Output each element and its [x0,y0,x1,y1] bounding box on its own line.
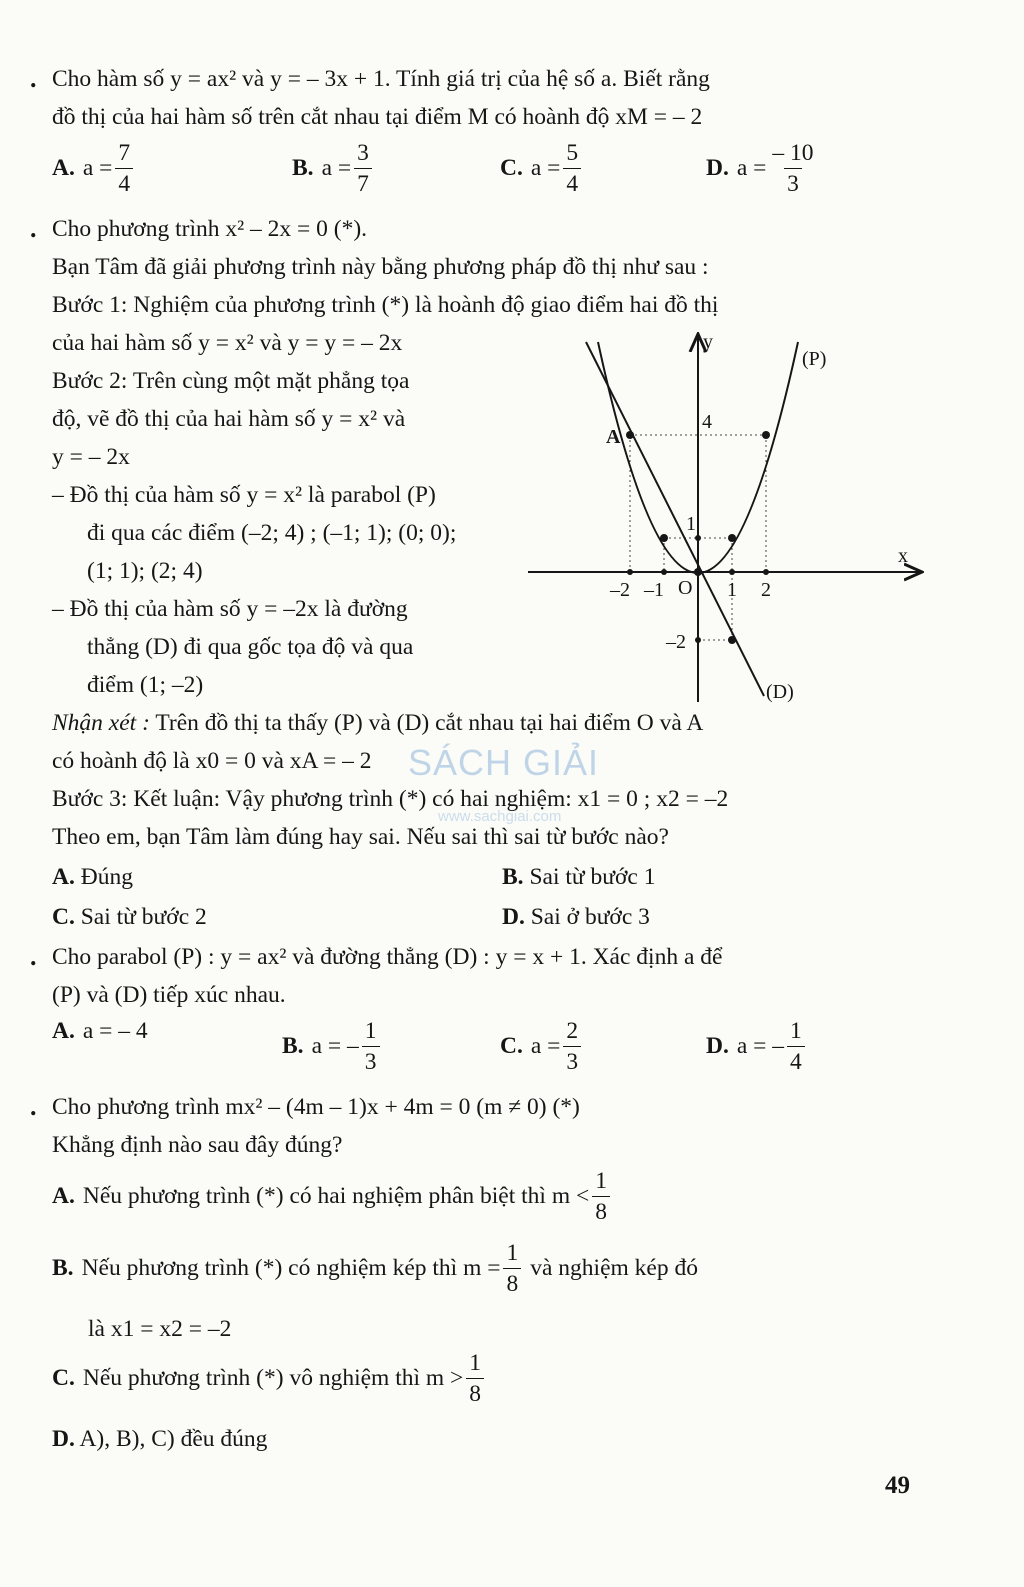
fraction: $\frac{1}{3}$ [362,1018,380,1075]
q1-option-c[interactable]: C. a = $\frac{5}{4}$ [500,140,584,197]
q1-line2: đồ thị của hai hàm số trên cắt nhau tại điểm M có hoành độ xM = – 2 [52,104,703,130]
y-tick-label: –2 [666,631,686,653]
q2-remark: Nhận xét : Trên đồ thị ta thấy (P) và (D) cắt nhau tại hai điểm O và A [52,710,704,736]
fraction: $\frac{3}{7}$ [354,140,372,197]
q1-option-d[interactable]: D. a = $\frac{- 10}{3}$ [706,140,820,197]
x-tick-label: 2 [761,579,771,601]
q2-bullet2a: – Đồ thị của hàm số y = –2x là đường [52,596,408,622]
q4-option-c[interactable]: C. Nếu phương trình (*) vô nghiệm thì m > $\frac{1}{8}$ [52,1350,487,1407]
question-marker: . [30,64,37,93]
q2-bullet1a: – Đồ thị của hàm số y = x² là parabol (P) [52,482,436,508]
origin-label: O [678,577,693,599]
fraction: $\frac{1}{8}$ [466,1350,484,1407]
fraction: $\frac{5}{4}$ [563,140,581,197]
q2-line6: độ, vẽ đồ thị của hai hàm số y = x² và [52,406,406,432]
q3-option-c[interactable]: C. a = $\frac{2}{3}$ [500,1018,584,1075]
q2-option-a[interactable]: A. Đúng [52,864,133,890]
q2-bullet2b: thẳng (D) đi qua gốc tọa độ và qua [87,634,414,660]
q3-option-a[interactable]: A. a = – 4 [52,1018,148,1044]
q4-option-d[interactable]: D. A), B), C) đều đúng [52,1426,268,1452]
y-axis-label: y [703,331,713,353]
q2-remark2: có hoành độ là x0 = 0 và xA = – 2 [52,748,372,774]
q2-option-c[interactable]: C. Sai từ bước 2 [52,904,207,930]
q2-line1: Cho phương trình x² – 2x = 0 (*). [52,216,368,242]
graph-parabola-line [520,330,930,710]
watermark-url: www.sachgiai.com [438,808,562,825]
x-tick-label: 1 [727,579,737,601]
q2-line4: của hai hàm số y = x² và y = y = – 2x [52,330,403,356]
page-number: 49 [885,1472,910,1499]
q2-line7: y = – 2x [52,444,130,470]
q4-line1: Cho phương trình mx² – (4m – 1)x + 4m = 0 (m ≠ 0) (*) [52,1094,580,1120]
q2-bullet2c: điểm (1; –2) [87,672,204,698]
q2-option-b[interactable]: B. Sai từ bước 1 [502,864,656,890]
q2-option-d[interactable]: D. Sai ở bước 3 [502,904,650,930]
watermark-logo: SÁCH GIẢI [408,742,600,783]
point-a-label: A [606,426,621,448]
q4-option-b-continued: là x1 = x2 = –2 [88,1316,232,1342]
fraction: $\frac{1}{8}$ [592,1168,610,1225]
d-label: (D) [766,681,794,703]
question-marker: . [30,942,37,971]
y-tick-label: 1 [686,513,696,535]
q4-line2: Khẳng định nào sau đây đúng? [52,1132,343,1158]
y-tick-label: 4 [702,411,712,433]
fraction: $\frac{1}{4}$ [787,1018,805,1075]
q2-step3: Bước 3: Kết luận: Vậy phương trình (*) có hai nghiệm: x1 = 0 ; x2 = –2 [52,786,729,812]
q4-option-b[interactable]: B. Nếu phương trình (*) có nghiệm kép thì m = $\frac{1}{8}$ và nghiệm kép đó [52,1240,698,1297]
q2-line2: Bạn Tâm đã giải phương trình này bằng phương pháp đồ thị như sau : [52,254,709,280]
watermark [408,732,618,828]
q3-line2: (P) và (D) tiếp xúc nhau. [52,982,286,1008]
q1-line1: Cho hàm số y = ax² và y = – 3x + 1. Tính giá trị của hệ số a. Biết rằng [52,66,710,92]
q2-line5: Bước 2: Trên cùng một mặt phẳng tọa [52,368,410,394]
q3-line1: Cho parabol (P) : y = ax² và đường thẳng (D) : y = x + 1. Xác định a để [52,944,723,970]
fraction: $\frac{- 10}{3}$ [772,140,814,197]
question-marker: . [30,1092,37,1121]
q4-option-a[interactable]: A. Nếu phương trình (*) có hai nghiệm phân biệt thì m < $\frac{1}{8}$ [52,1168,613,1225]
fraction: $\frac{7}{4}$ [115,140,133,197]
q2-line3: Bước 1: Nghiệm của phương trình (*) là hoành độ giao điểm hai đồ thị [52,292,719,318]
fraction: $\frac{1}{8}$ [503,1240,521,1297]
q2-bullet1c: (1; 1); (2; 4) [87,558,203,584]
fraction: $\frac{2}{3}$ [563,1018,581,1075]
q3-option-d[interactable]: D. a = – $\frac{1}{4}$ [706,1018,808,1075]
q2-bullet1b: đi qua các điểm (–2; 4) ; (–1; 1); (0; 0); [87,520,457,546]
q3-option-b[interactable]: B. a = – $\frac{1}{3}$ [282,1018,383,1075]
q2-question: Theo em, bạn Tâm làm đúng hay sai. Nếu sai thì sai từ bước nào? [52,824,669,850]
q1-option-a[interactable]: A. a = $\frac{7}{4}$ [52,140,136,197]
question-marker: . [30,214,37,243]
q1-option-b[interactable]: B. a = $\frac{3}{7}$ [292,140,375,197]
x-tick-label: –1 [644,579,664,601]
x-axis-label: x [898,545,908,567]
x-tick-label: –2 [610,579,630,601]
p-label: (P) [802,348,827,370]
